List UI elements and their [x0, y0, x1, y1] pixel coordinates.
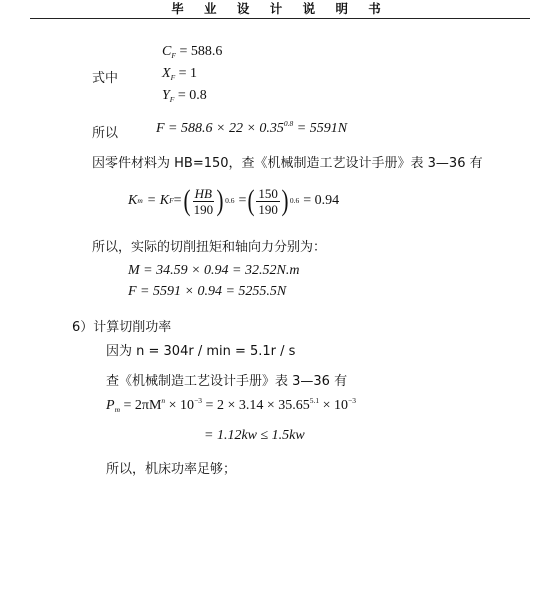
xf-equation: $X_F = 1$ [162, 66, 198, 82]
axial-force-equation: F = 5591 × 0.94 = 5255.5N [128, 284, 287, 299]
paragraph-conclusion: 所以，机床功率足够； [106, 462, 237, 477]
label-shizhong: 式中 [92, 71, 119, 86]
fraction-hb: ( $\frac{HB}{190}$ ) [183, 184, 224, 217]
fraction-150: ( $\frac{150}{190}$ ) [247, 184, 289, 217]
paragraph-torque-force: 所以，实际的切削扭矩和轴向力分别为： [92, 240, 327, 255]
torque-equation: M = 34.59 × 0.94 = 32.52N.m [128, 263, 300, 278]
yf-equation: $Y_F = 0.8$ [162, 88, 207, 104]
page-header: 毕 业 设 计 说 明 书 [30, 0, 530, 19]
km-equation: K m = K F = ( $\frac{HB}{190}$ ) 0.6 = ( $\frac{150}{190}$ ) 0.6 = 0.94 [128, 184, 340, 217]
cf-equation: $C_F = 588.6$ [162, 44, 223, 60]
section-6-heading: 6）计算切削功率 [72, 320, 172, 335]
power-result: = 1.12kw ≤ 1.5kw [204, 428, 305, 443]
label-suoyi: 所以 [92, 126, 119, 141]
force-equation: $F = 588.6 \times 22 \times 0.35^{0.8} = 5591N$ [156, 119, 348, 136]
power-equation: $P_m = 2\pi M^n \times 10^{-3} = 2 \times 3.14 \times 35.65^{5.1} \times 10^{-3}$ [106, 396, 356, 414]
paragraph-lookup: 查《机械制造工艺设计手册》表 3—36 有 [106, 374, 348, 389]
spindle-speed-line: 因为 n = 304r / min = 5.1r / s [106, 344, 296, 359]
paragraph-material: 因零件材料为 HB=150，查《机械制造工艺设计手册》表 3—36 有 [92, 156, 483, 171]
